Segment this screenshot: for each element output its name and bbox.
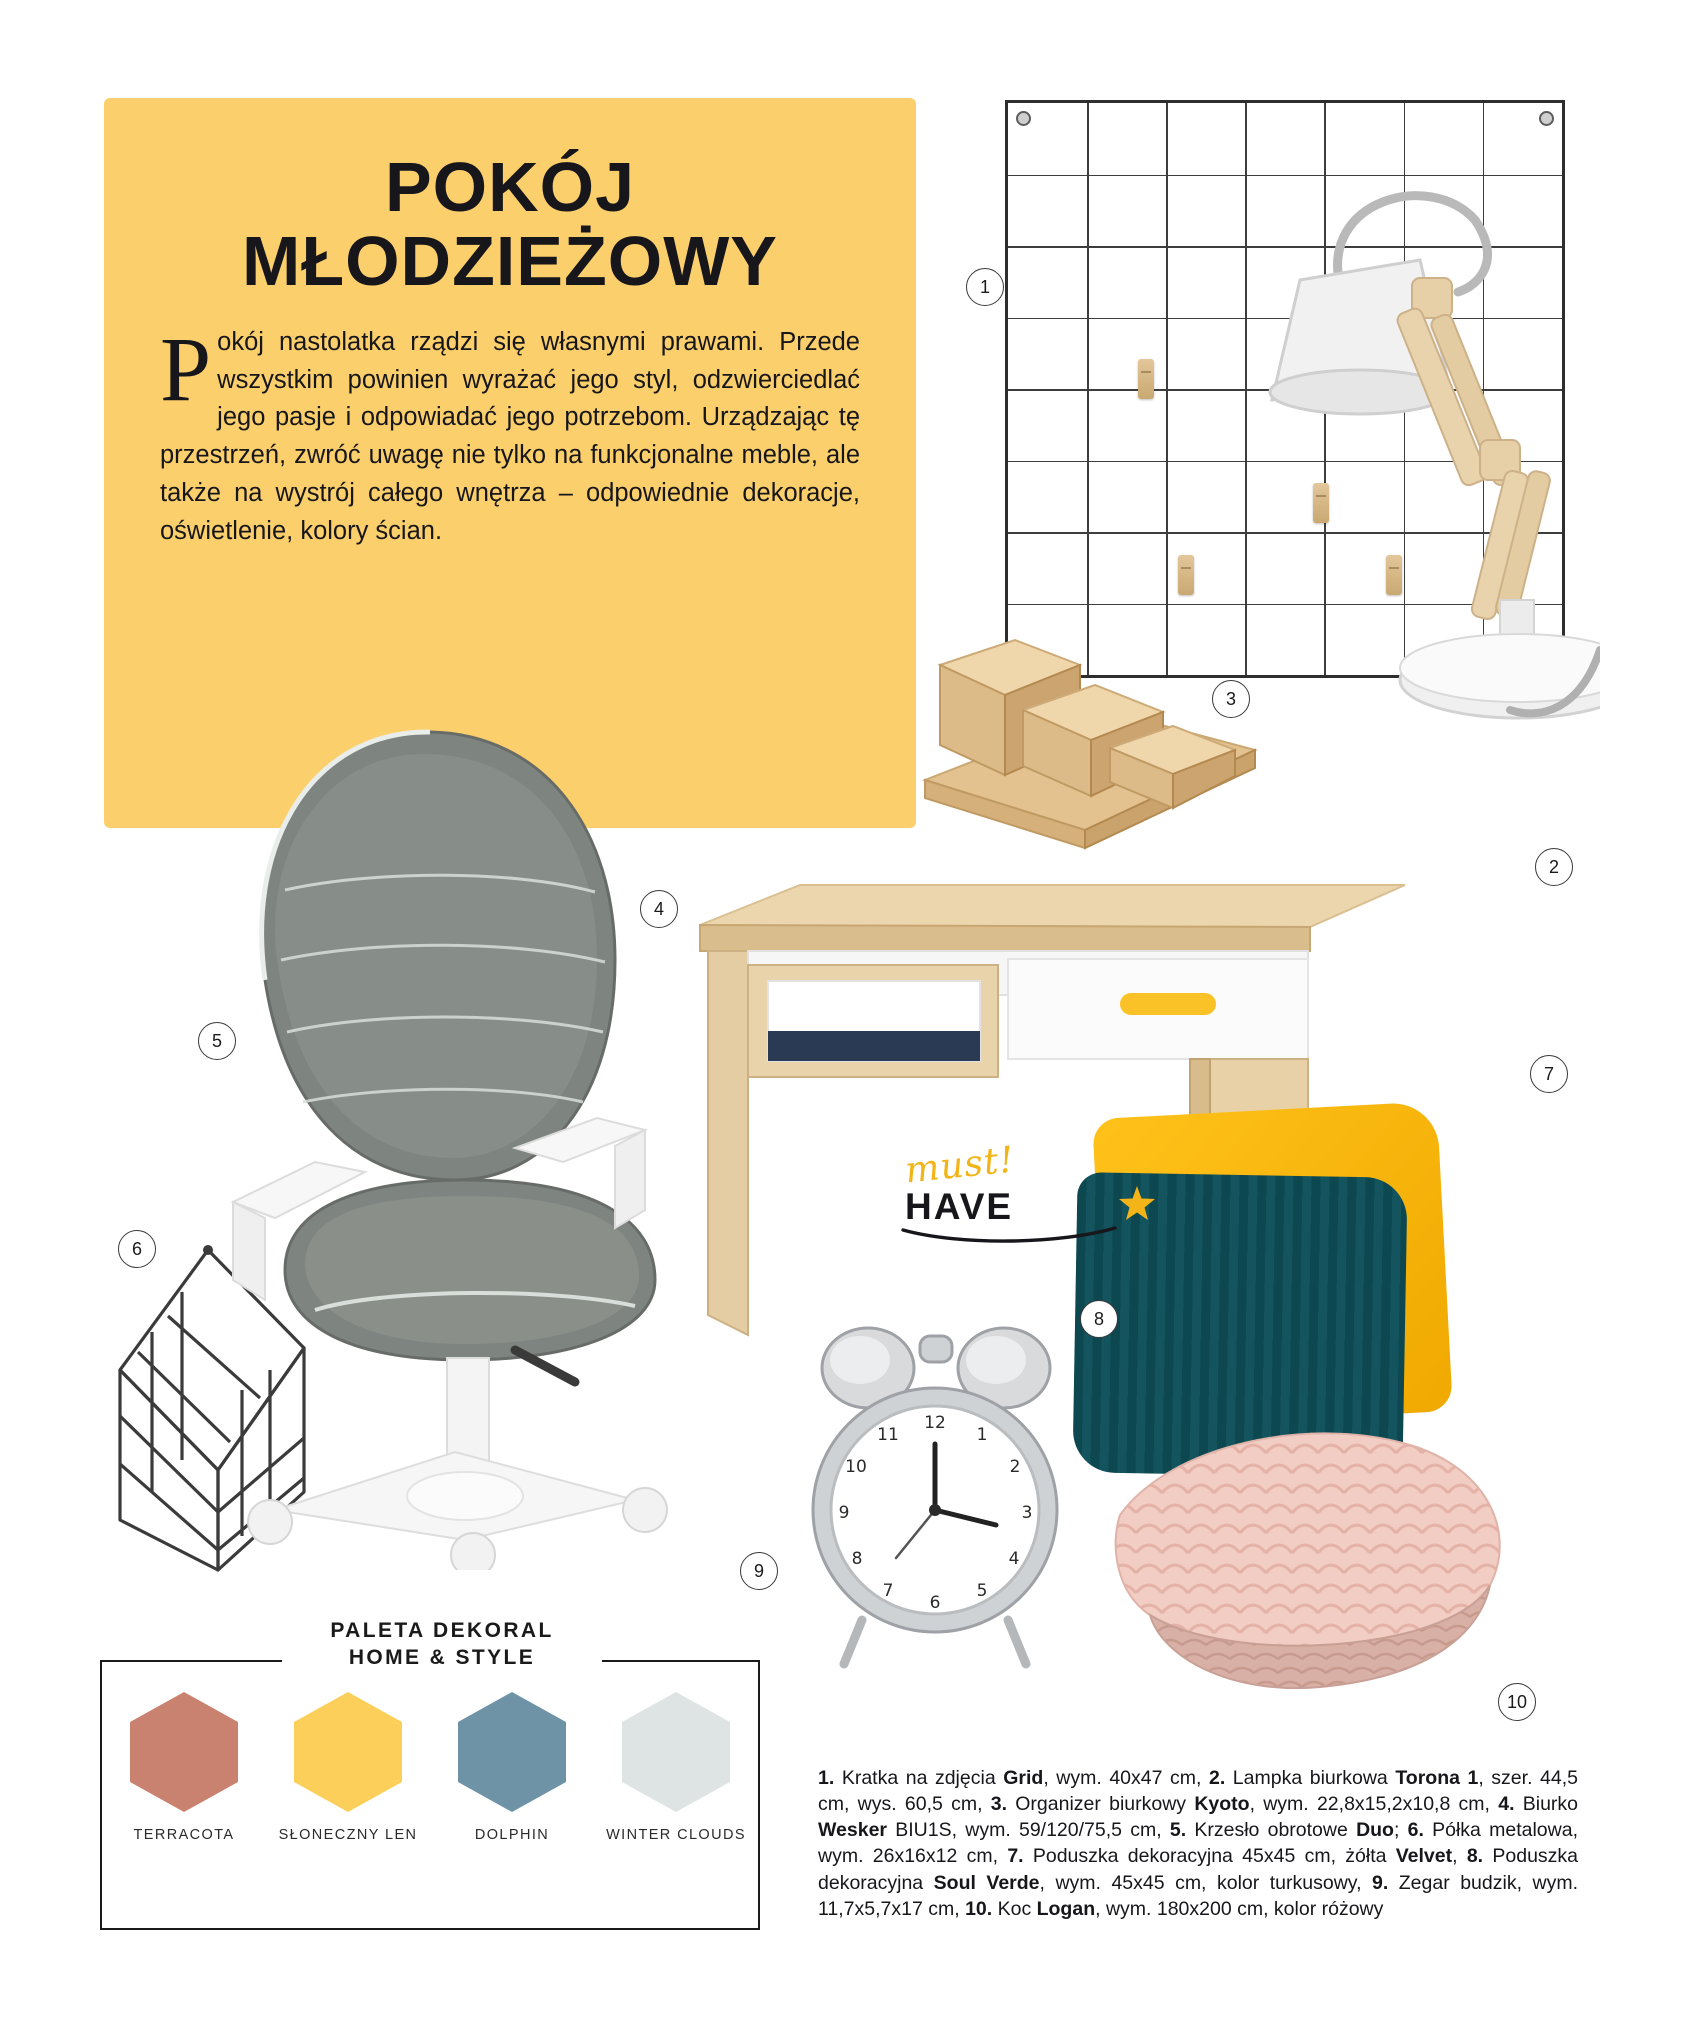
underline-swash [901,1224,1121,1246]
badge-10: 10 [1498,1683,1536,1721]
svg-text:7: 7 [882,1581,894,1601]
swatch-color-terracota [130,1692,238,1812]
swatch-label: SŁONECZNY LEN [278,1827,418,1843]
palette-swatch [442,1692,582,1845]
svg-text:5: 5 [976,1581,988,1601]
palette-swatch [114,1692,254,1845]
badge-6: 6 [118,1230,156,1268]
legend-item: 1. Kratka na zdjęcia Grid, wym. 40x47 cm, [818,1767,1202,1789]
desk-organizer [905,570,1275,860]
legend-item: 6. Półka metalowa, wym. 26x16x12 cm, [818,1819,1578,1868]
swatch-color-winter-clouds [622,1692,730,1812]
legend-item: 7. Poduszka dekoracyjna 45x45 cm, żółta Velvet, [1007,1845,1458,1868]
palette-swatch [278,1692,418,1845]
svg-text:1: 1 [976,1425,988,1445]
legend-item: 8. Poduszka dekoracyjna Soul Verde, wym. 45x45 cm, kolor turkusowy, [818,1845,1579,1894]
svg-text:3: 3 [1021,1503,1033,1523]
svg-text:12: 12 [924,1413,946,1433]
palette-title-line2: HOME & STYLE [348,1645,536,1669]
swatch-color-dolphin [458,1692,566,1812]
svg-text:6: 6 [929,1593,941,1613]
palette-title [282,1618,602,1678]
badge-2: 2 [1535,848,1573,886]
legend-item: 9. Zegar budzik, wym. 11,7x5,7x17 cm, [818,1871,1578,1920]
badge-3: 3 [1212,680,1250,718]
must-have-must-text: must! [903,1139,1017,1192]
intro-body-text: okój nastolatka rządzi się własnymi prawami. Przede wszystkim powinien wyrażać jego styl, odzwierciedlać jego pasje i odpowiadać jego potrzebom. Urządzając tę przestrzeń, zwróć uwagę nie tylko na funkcjonalne meble, ale także na wystrój całego wnętrza – odpowiednie dekoracje, oświetlenie, kolory ścian. [160,327,860,545]
swatch-label: DOLPHIN [474,1827,550,1843]
svg-text:9: 9 [838,1503,850,1523]
must-have-have-text: HAVE [905,1186,1014,1227]
badge-7: 7 [1530,1055,1568,1093]
badge-8: 8 [1080,1300,1118,1338]
blanket-logan [1110,1395,1520,1695]
svg-text:4: 4 [1008,1549,1020,1569]
drop-cap: P [160,317,212,420]
must-have-stamp [903,1139,1135,1275]
badge-5: 5 [198,1022,236,1060]
swatch-color-sloneczny-len [294,1692,402,1812]
badge-4: 4 [640,890,678,928]
wooden-clip-icon [1138,359,1154,399]
svg-text:8: 8 [851,1549,863,1569]
color-palette-box [100,1619,760,1930]
legend-item: 10. Koc Logan, wym. 180x200 cm, kolor różowy [965,1897,1384,1920]
page-title-line1: POKÓJ [384,148,636,226]
svg-text:10: 10 [845,1457,867,1477]
swatch-label: TERRACOTA [133,1827,235,1843]
page-title-line2: MŁODZIEŻOWY [242,222,778,301]
palette-swatch [606,1692,746,1845]
svg-text:2: 2 [1009,1457,1021,1477]
legend-item: 5. Krzesło obrotowe Duo; [1169,1819,1400,1842]
intro-paragraph [160,317,860,550]
svg-text:11: 11 [877,1425,899,1445]
badge-1: 1 [966,268,1004,306]
star-icon [1117,1184,1157,1224]
page-title [160,148,860,301]
legend-item: 3. Organizer biurkowy Kyoto, wym. 22,8x15,2x10,8 cm, [990,1793,1490,1816]
legend-item: 2. Lampka biurkowa Torona 1, szer. 44,5 cm, wys. 60,5 cm, [818,1767,1578,1816]
swatch-label: WINTER CLOUDS [606,1827,746,1843]
badge-9: 9 [740,1552,778,1590]
palette-swatches [102,1662,758,1845]
alarm-clock [800,1320,1070,1670]
office-chair-duo [215,710,735,1570]
palette-title-line1: PALETA DEKORAL [330,1619,554,1642]
product-legend [818,1765,1578,1922]
grid-screw-icon [1016,111,1031,126]
legend-item: 4. Biurko Wesker BIU1S, wym. 59/120/75,5 cm, [818,1793,1578,1842]
